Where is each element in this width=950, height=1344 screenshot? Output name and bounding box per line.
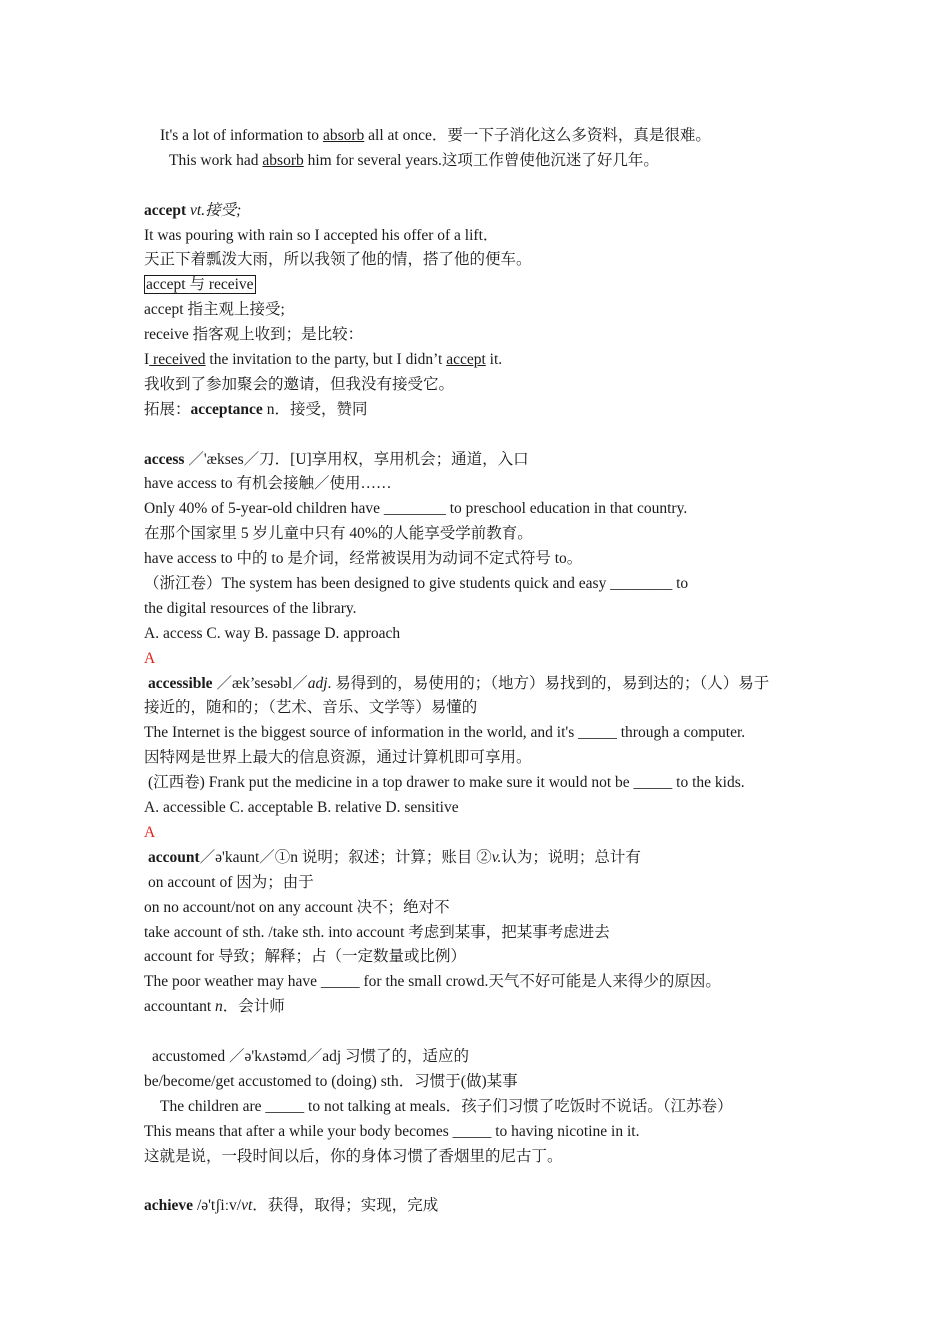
text-segment: A. access C. way B. passage D. approach [144, 624, 401, 642]
text-segment: 这就是说，一段时间以后，你的身体习惯了香烟里的尼古丁。 [144, 1147, 563, 1165]
text-segment: 拓展： [144, 400, 191, 418]
text-line [144, 199, 824, 224]
text-segment: /ə'tʃiːv/ [193, 1197, 242, 1215]
text-segment: take account of sth. /take sth. into account 考虑到某事，把某事考虑进去 [144, 923, 610, 941]
text-segment: have access to 中的 to 是介词，经常被误用为动词不定式符号 to。 [144, 550, 583, 568]
text-line [144, 995, 824, 1020]
text-line [144, 522, 824, 547]
text-line [144, 1045, 824, 1070]
text-segment: n [215, 998, 223, 1016]
text-line [144, 547, 824, 572]
text-segment: be/become/get accustomed to (doing) sth．习惯于(做)某事 [144, 1072, 518, 1090]
text-line [144, 796, 824, 821]
document-body [144, 124, 824, 1219]
text-line [144, 721, 824, 746]
text-segment: 在那个国家里 5 岁儿童中只有 40%的人能享受学前教育。 [144, 525, 533, 543]
text-segment: absorb [322, 127, 365, 144]
text-segment: v. [491, 848, 502, 866]
text-segment: The Internet is the biggest source of information in the world, and it's _____ through a computer. [144, 724, 746, 742]
text-segment: (江西卷) Frank put the medicine in a top drawer to make sure it would not be _____ to the kids. [148, 774, 745, 792]
text-segment: ．获得，取得；实现，完成 [252, 1197, 439, 1215]
text-segment: 我收到了参加聚会的邀请，但我没有接受它。 [144, 375, 455, 393]
text-segment: accept [446, 351, 486, 369]
text-line [144, 497, 824, 522]
text-segment: acceptance [190, 400, 263, 418]
text-segment: This means that after a while your body becomes _____ to having nicotine in it. [144, 1122, 640, 1140]
text-segment: vt [241, 1197, 253, 1215]
text-segment: receive 指客观上收到；是比较： [144, 326, 364, 344]
text-line [144, 448, 824, 473]
text-line [144, 896, 824, 921]
text-line [144, 248, 824, 273]
text-segment: 天正下着瓢泼大雨，所以我领了他的情，搭了他的便车。 [144, 251, 532, 269]
blank-line [144, 1020, 824, 1045]
text-segment: 认为；说明；总计有 [501, 848, 641, 866]
text-line [144, 921, 824, 946]
blank-line [144, 423, 824, 448]
text-segment: account [148, 848, 200, 866]
text-segment: access [144, 450, 185, 468]
text-segment: him for several years.这项工作曾使他沉迷了好几年。 [303, 151, 659, 169]
text-line [144, 124, 824, 149]
blank-line [144, 1169, 824, 1194]
text-segment: accustomed ／ə'kʌstəmd／adj 习惯了的，适应的 [152, 1047, 470, 1065]
text-segment: accessible [148, 674, 213, 692]
text-line [144, 1120, 824, 1145]
text-line [144, 821, 824, 846]
text-segment: ／æk’sesəbl／ [212, 674, 308, 692]
text-segment: ．会计师 [222, 998, 285, 1016]
text-segment: have access to 有机会接触／使用…… [144, 475, 392, 493]
text-line [144, 1095, 824, 1120]
text-line [144, 472, 824, 497]
text-segment: I [144, 351, 150, 369]
text-segment: absorb [262, 151, 304, 169]
text-segment: The children are _____ to not talking at meals．孩子们习惯了吃饭时不说话。（江苏卷） [160, 1097, 733, 1115]
text-segment: ／ə'kaunt／①n 说明；叙述；计算；账目 ② [199, 848, 492, 866]
text-segment: It was pouring with rain so I accepted his offer of a lift． [144, 226, 499, 244]
text-segment: （浙江卷）The system has been designed to give students quick and easy ________ to [144, 575, 689, 593]
text-line [144, 696, 824, 721]
text-line [144, 970, 824, 995]
text-line [144, 746, 824, 771]
text-segment: the invitation to the party, but I didn’t [205, 351, 447, 369]
text-segment: the digital resources of the library. [144, 599, 357, 617]
text-segment: The poor weather may have _____ for the small crowd.天气不好可能是人来得少的原因。 [144, 973, 721, 991]
text-line [144, 647, 824, 672]
text-line [144, 273, 824, 298]
text-segment: it. [485, 351, 503, 369]
boxed-heading: accept 与 receive [146, 276, 254, 294]
text-line [144, 572, 824, 597]
text-line [144, 846, 824, 871]
text-line [144, 298, 824, 323]
text-segment: vt.接受; [186, 201, 242, 219]
text-segment: ／'ækses／刀．[U]享用权，享用机会；通道，入口 [184, 450, 529, 468]
text-line [144, 149, 824, 174]
text-segment: achieve [144, 1197, 194, 1215]
text-segment: on account of 因为；由于 [148, 873, 314, 891]
text-line [144, 224, 824, 249]
blank-line [144, 174, 824, 199]
text-line [144, 622, 824, 647]
text-segment: 接近的，随和的；（艺术、音乐、文学等）易懂的 [144, 699, 478, 717]
text-segment: accept 指主观上接受; [144, 301, 285, 319]
text-segment: adj [307, 674, 328, 692]
text-line [144, 597, 824, 622]
text-segment: A. accessible C. acceptable B. relative D. sensitive [144, 799, 459, 817]
text-line [144, 1070, 824, 1095]
text-segment: on no account/not on any account 决不；绝对不 [144, 898, 450, 916]
text-segment: 因特网是世界上最大的信息资源，通过计算机即可享用。 [144, 749, 532, 767]
text-line [144, 373, 824, 398]
text-segment: Only 40% of 5-year-old children have ________ to preschool education in that country. [144, 500, 688, 518]
text-segment: This work had [169, 151, 263, 169]
text-segment: n．接受，赞同 [262, 400, 368, 418]
text-line [144, 1194, 824, 1219]
text-segment: accountant [144, 998, 216, 1016]
text-line [144, 348, 824, 373]
text-line [144, 945, 824, 970]
text-segment: all at once．要一下子消化这么多资料，真是很难。 [364, 127, 711, 144]
text-segment: It's a lot of information to [160, 127, 323, 144]
text-line [144, 871, 824, 896]
text-line [144, 398, 824, 423]
text-segment: . 易得到的，易使用的；（地方）易找到的，易到达的；（人）易于 [327, 674, 770, 692]
text-line [144, 323, 824, 348]
text-segment: account for 导致；解释；占（一定数量或比例） [144, 948, 467, 966]
text-segment: accept [144, 201, 187, 219]
answer-text: A [144, 823, 156, 841]
text-line [144, 672, 824, 697]
answer-text: A [144, 649, 156, 667]
text-line [144, 1145, 824, 1170]
text-line [144, 771, 824, 796]
text-segment: received [149, 351, 206, 369]
